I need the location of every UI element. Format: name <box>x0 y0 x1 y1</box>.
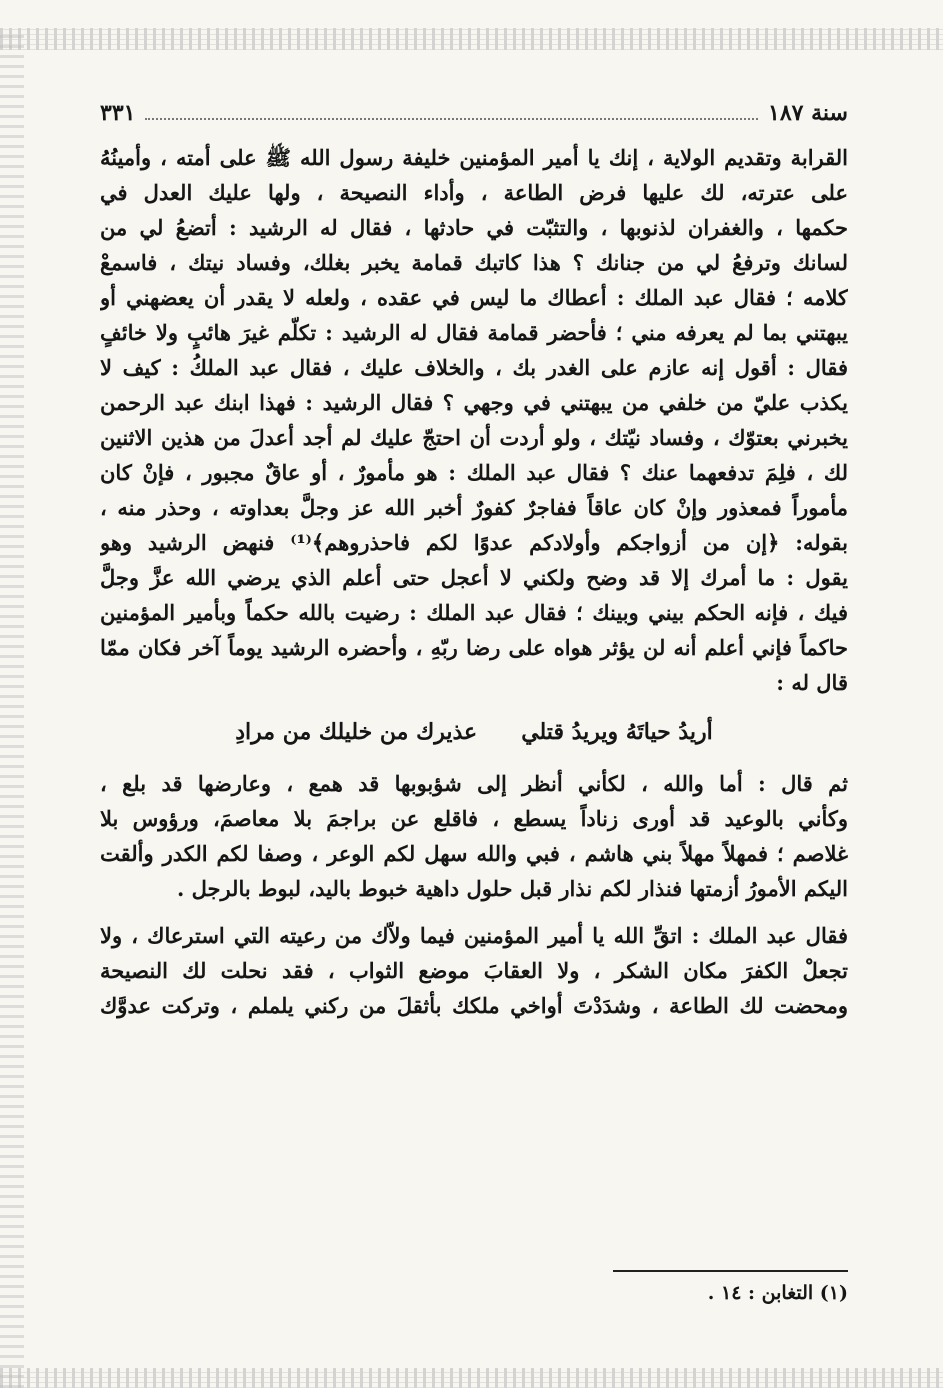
poetry-verse <box>100 712 848 752</box>
text-line: يبهتني بما لم يعرفه مني ؛ فأحضر قمامة فقال له الرشيد : تكلّم غيرَ هائبٍ ولا خائفٍ <box>100 320 848 345</box>
footnote-separator <box>613 1270 848 1272</box>
header-leader-dots <box>145 118 758 120</box>
text-line: على عترته، لك عليها فرض الطاعة ، وأداء النصيحة ، ولها عليك العدل في <box>100 180 848 205</box>
text-line: يقول : ما أمرك إلا قد وضح ولكني لا أعجل حتى أعلم الذي يرضي الله عزَّ وجلَّ <box>100 565 848 590</box>
text-line: فيك ، فإنه الحكم بيني وبينك ؛ فقال عبد الملك : رضيت بالله حكماً وبأمير المؤمنين <box>100 600 848 625</box>
text-line: فقال : أقول إنه عازم على الغدر بك ، والخلاف عليك ، فقال عبد الملكُ : كيف لا <box>100 355 848 380</box>
decorative-border-left <box>0 28 24 1388</box>
text-line: حاكماً فإني أعلم أنه لن يؤثر هواه على رضا ربّهِ ، وأحضره الرشيد يوماً آخر فكان ممّا <box>100 635 848 660</box>
text-line: ومحضت لك الطاعة ، وشدَدْتَ أواخي ملكك بأثقلَ من ركني يلملم ، وتركت عدوَّك <box>100 993 848 1018</box>
footnote: (١) التغابن : ١٤ . <box>707 1282 848 1304</box>
text-line: مأموراً فمعذور وإنْ كان عاقاً ففاجرٌ كفورٌ أخبر الله عز وجلَّ بعداوته ، وحذر منه ، <box>100 495 848 520</box>
text-line: فقال عبد الملك : اتقِّ الله يا أمير المؤمنين فيما ولاّك من رعيته التي استرعاك ، ولا <box>100 923 848 948</box>
page-number: ٣٣١ <box>100 100 136 126</box>
text-line: غلاصم ؛ فمهلاً مهلاً بني هاشم ، فبي والله سهل لكم الوعر ، وصفا لكم الكدر وألقت <box>100 841 848 866</box>
page-body <box>100 140 848 1023</box>
text-line: يكذب عليّ من خلفي من يبهتني في وجهي ؟ فقال الرشيد : فهذا ابنك عبد الرحمن <box>100 390 848 415</box>
verse-first-hemistich: أريدُ حياتَهُ ويريدُ قتلي <box>521 719 713 745</box>
header-title: سنة ١٨٧ <box>768 100 848 126</box>
text-line: لسانك وترفعُ لي من جنانك ؟ هذا كاتبك قمامة يخبر بغلك، وفساد نيتك ، فاسمعْ <box>100 250 848 275</box>
running-header <box>100 90 848 126</box>
paragraph-2 <box>100 766 848 906</box>
text-line: القرابة وتقديم الولاية ، إنك يا أمير المؤمنين خليفة رسول الله ﷺ على أمته ، وأمينُهُ <box>100 145 848 170</box>
paragraph-1 <box>100 140 848 700</box>
text-line: حكمها ، والغفران لذنوبها ، والتثبّت في حادثها ، فقال له الرشيد : أتضعُ لي من <box>100 215 848 240</box>
text-line: بقوله: ﴿إن من أزواجكم وأولادكم عدوًا لكم فاحذروهم﴾⁽¹⁾ فنهض الرشيد وهو <box>100 530 848 555</box>
text-line: لك ، فلِمَ تدفعهما عنك ؟ فقال عبد الملك : هو مأمورٌ ، أو عاقٌ مجبور ، فإنْ كان <box>100 460 848 485</box>
text-line: اليكم الأمورُ أزمتها فنذار لكم نذار قبل حلول داهية خبوط باليد، لبوط بالرجل . <box>176 876 848 901</box>
decorative-border-bottom <box>0 1368 943 1388</box>
book-page <box>100 90 848 1350</box>
text-line: تجعلْ الكفرَ مكان الشكر ، ولا العقابَ موضع الثواب ، فقد نحلت لك النصيحة <box>100 958 848 983</box>
text-line: ثم قال : أما والله ، لكأني أنظر إلى شؤبوبها قد همع ، وعارضها قد بلع ، <box>100 771 848 796</box>
text-line: وكأني بالوعيد قد أورى زناداً يسطع ، فاقلع عن براجمَ بلا معاصمَ، ورؤوس بلا <box>100 806 848 831</box>
paragraph-3 <box>100 918 848 1023</box>
decorative-border-top <box>0 28 943 50</box>
text-line: كلامه ؛ فقال عبد الملك : أعطاك ما ليس في عقده ، ولعله لا يقدر أن يعضهني أو <box>100 285 848 310</box>
verse-second-hemistich: عذيرك من خليلك من مرادِ <box>235 719 478 745</box>
text-line: يخبرني بعتوّك ، وفساد نيّتك ، ولو أردت أن احتجّ عليك لم أجد أعدلَ من هذين الاثنين <box>100 425 848 450</box>
text-line: قال له : <box>776 670 848 695</box>
